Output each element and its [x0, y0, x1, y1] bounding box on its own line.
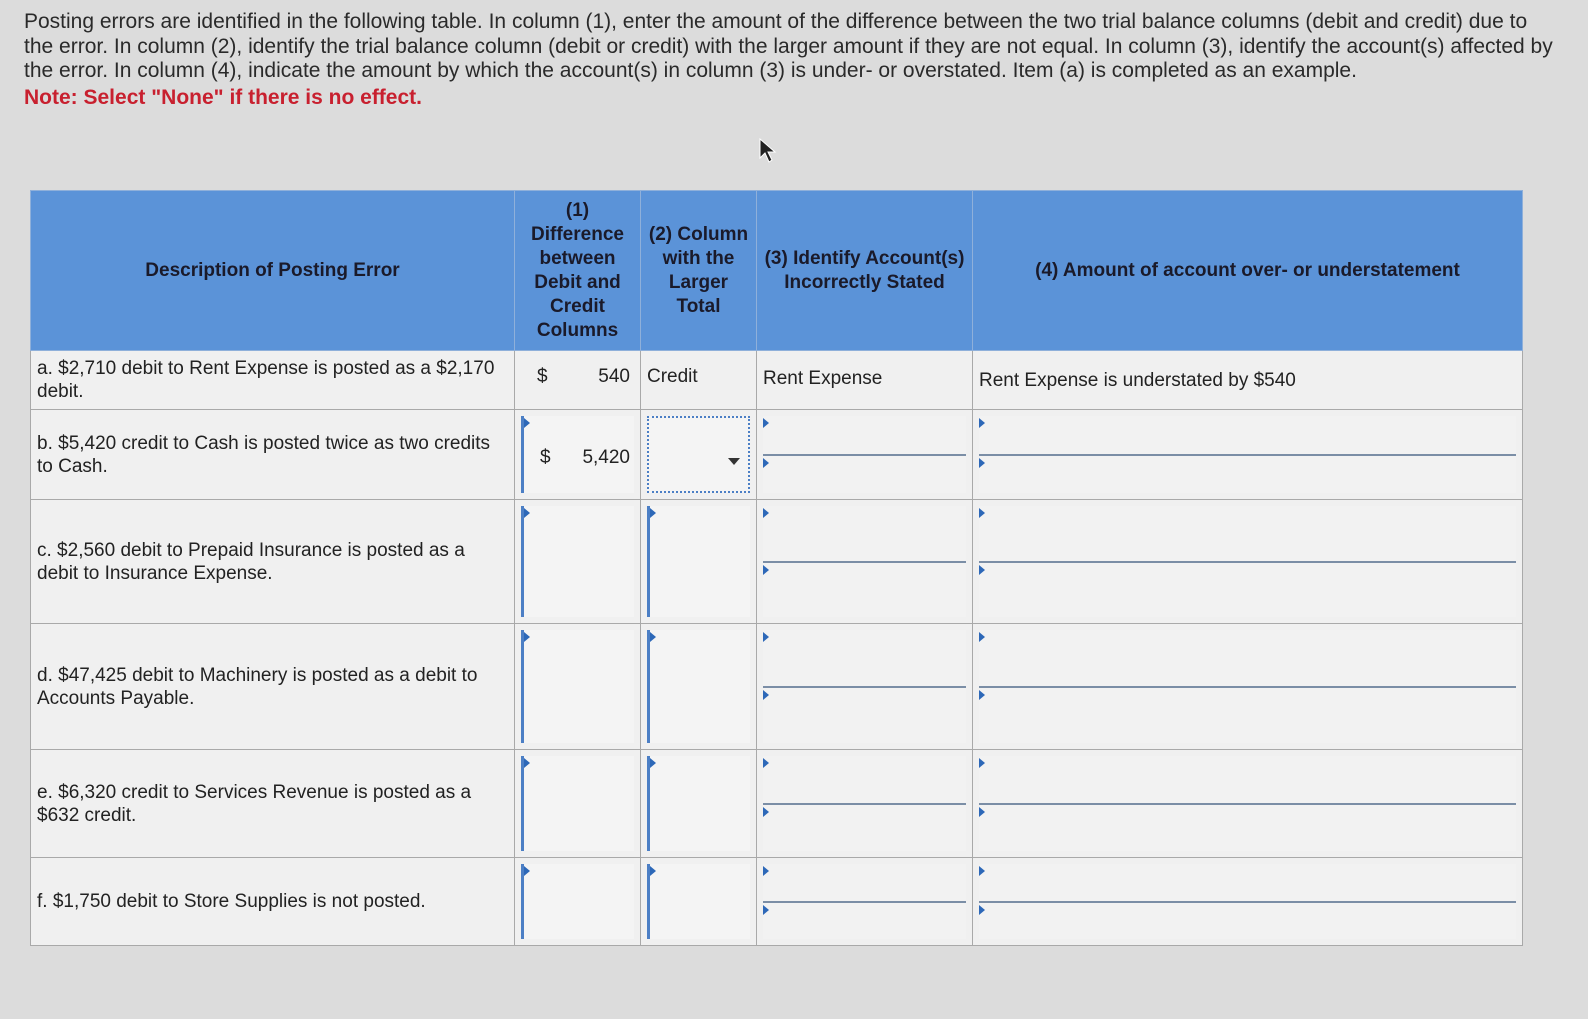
row-d-amount-select-2[interactable] [979, 688, 1516, 744]
header-accounts: (3) Identify Account(s) Incorrectly Stated [757, 191, 973, 351]
header-difference: (1) Difference between Debit and Credit Columns [515, 191, 641, 351]
field-marker-icon [763, 458, 769, 468]
row-f-account-select[interactable] [757, 858, 973, 946]
row-e-amount-select-2[interactable] [979, 805, 1516, 852]
field-marker-icon [763, 758, 769, 768]
field-marker-icon [763, 508, 769, 518]
header-amount: (4) Amount of account over- or understatement [973, 191, 1523, 351]
field-marker-icon [650, 632, 656, 642]
row-b-amount-select-2[interactable] [979, 456, 1516, 494]
instructions [24, 10, 1554, 110]
row-d-amount-select-1[interactable] [979, 630, 1516, 688]
row-b-difference-input[interactable] [515, 410, 641, 500]
instructions-note: Note: Select "None" if there is no effect. [24, 85, 422, 109]
table-row [31, 858, 1523, 946]
row-f-amount-select-1[interactable] [979, 864, 1516, 903]
field-marker-icon [763, 905, 769, 915]
row-b-account-select[interactable] [757, 410, 973, 500]
row-a-amount: Rent Expense is understated by $540 [973, 351, 1523, 410]
table-row [31, 624, 1523, 750]
row-f-description: f. $1,750 debit to Store Supplies is not posted. [31, 858, 515, 946]
row-d-account-select[interactable] [757, 624, 973, 750]
table-row [31, 410, 1523, 500]
row-b-description: b. $5,420 credit to Cash is posted twice as two credits to Cash. [31, 410, 515, 500]
row-f-account-select-2[interactable] [763, 903, 966, 940]
table-header-row [31, 191, 1523, 351]
field-marker-icon [524, 866, 530, 876]
row-d-difference-input[interactable] [515, 624, 641, 750]
field-marker-icon [650, 866, 656, 876]
field-marker-icon [650, 758, 656, 768]
field-marker-icon [763, 690, 769, 700]
field-marker-icon [979, 458, 985, 468]
row-d-account-select-1[interactable] [763, 630, 966, 688]
currency-symbol: $ [537, 366, 548, 387]
row-c-column-select[interactable] [641, 500, 757, 624]
field-marker-icon [763, 807, 769, 817]
header-description: Description of Posting Error [31, 191, 515, 351]
field-marker-icon [763, 418, 769, 428]
row-b-account-select-1[interactable] [763, 416, 966, 456]
row-c-amount-select-1[interactable] [979, 506, 1516, 563]
header-larger-column: (2) Column with the Larger Total [641, 191, 757, 351]
row-a-difference-value: 540 [598, 366, 630, 387]
row-f-difference-input[interactable] [515, 858, 641, 946]
row-a-column: Credit [641, 351, 757, 410]
row-e-amount-select[interactable] [973, 750, 1523, 858]
row-a-description: a. $2,710 debit to Rent Expense is posted as a $2,170 debit. [31, 351, 515, 410]
field-marker-icon [524, 758, 530, 768]
row-c-account-select-1[interactable] [763, 506, 966, 563]
row-e-description: e. $6,320 credit to Services Revenue is posted as a $632 credit. [31, 750, 515, 858]
field-marker-icon [979, 758, 985, 768]
field-marker-icon [524, 418, 530, 428]
field-marker-icon [524, 508, 530, 518]
row-b-amount-select-1[interactable] [979, 416, 1516, 456]
field-marker-icon [979, 690, 985, 700]
row-b-account-select-2[interactable] [763, 456, 966, 494]
row-e-account-select-1[interactable] [763, 756, 966, 805]
row-e-account-select-2[interactable] [763, 805, 966, 852]
row-c-description: c. $2,560 debit to Prepaid Insurance is posted as a debit to Insurance Expense. [31, 500, 515, 624]
row-d-amount-select[interactable] [973, 624, 1523, 750]
row-c-difference-input[interactable] [515, 500, 641, 624]
field-marker-icon [979, 418, 985, 428]
field-marker-icon [979, 565, 985, 575]
field-marker-icon [979, 807, 985, 817]
instructions-text: Posting errors are identified in the following table. In column (1), enter the amount of the difference between the two trial balance columns (debit and credit) due to the error. In column (2), identify the trial balance column (debit or credit) with the larger amount if they are not equal. In column (3), identify the account(s) affected by the error. In column (4), indicate the amount by which the account(s) in column (3) is under- or overstated. Item (a) is completed as an example. [24, 10, 1553, 82]
row-b-difference-value[interactable]: 5,420 [582, 447, 630, 468]
row-c-account-select[interactable] [757, 500, 973, 624]
row-b-amount-select[interactable] [973, 410, 1523, 500]
field-marker-icon [979, 866, 985, 876]
row-d-account-select-2[interactable] [763, 688, 966, 744]
row-c-account-select-2[interactable] [763, 563, 966, 618]
row-e-difference-input[interactable] [515, 750, 641, 858]
row-c-amount-select-2[interactable] [979, 563, 1516, 618]
row-b-column-select[interactable] [641, 410, 757, 500]
row-f-column-select[interactable] [641, 858, 757, 946]
row-a-difference [515, 351, 641, 410]
table-row [31, 750, 1523, 858]
row-f-account-select-1[interactable] [763, 864, 966, 903]
mouse-cursor-icon [758, 138, 778, 164]
row-f-amount-select-2[interactable] [979, 903, 1516, 940]
field-marker-icon [650, 508, 656, 518]
field-marker-icon [763, 565, 769, 575]
row-e-account-select[interactable] [757, 750, 973, 858]
field-marker-icon [763, 866, 769, 876]
field-marker-icon [979, 508, 985, 518]
field-marker-icon [979, 632, 985, 642]
row-a-account: Rent Expense [757, 351, 973, 410]
row-f-amount-select[interactable] [973, 858, 1523, 946]
table-row [31, 351, 1523, 410]
posting-errors-table [30, 190, 1523, 946]
currency-symbol: $ [540, 447, 551, 468]
field-marker-icon [524, 632, 530, 642]
field-marker-icon [979, 905, 985, 915]
row-e-column-select[interactable] [641, 750, 757, 858]
row-c-amount-select[interactable] [973, 500, 1523, 624]
field-marker-icon [763, 632, 769, 642]
chevron-down-icon[interactable] [728, 458, 740, 465]
row-e-amount-select-1[interactable] [979, 756, 1516, 805]
row-d-description: d. $47,425 debit to Machinery is posted as a debit to Accounts Payable. [31, 624, 515, 750]
table-row [31, 500, 1523, 624]
row-d-column-select[interactable] [641, 624, 757, 750]
